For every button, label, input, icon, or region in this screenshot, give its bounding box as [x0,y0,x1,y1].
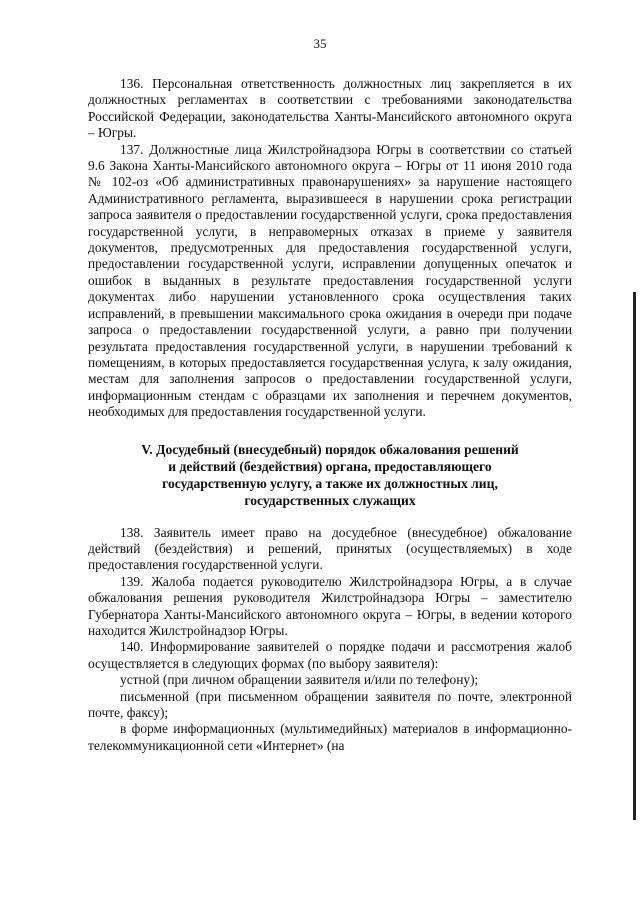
page-number: 35 [313,36,327,51]
section-heading-line: государственную услугу, а также их должностных лиц, [162,475,498,491]
scan-edge-mark [633,292,636,820]
section-heading-line: государственных служащих [244,492,416,508]
section-heading-line: V. Досудебный (внесудебный) порядок обжалования решений [141,441,519,457]
paragraph-138: 138. Заявитель имеет право на досудебное (внесудебное) обжалование действий (бездействия) и решений, принятых (осуществляемых) в ходе предоставления государственной услуги. [88,524,572,573]
paragraph-139: 139. Жалоба подается руководителю Жилстройнадзора Югры, а в случае обжалования решения руководителя Жилстройнадзора Югры – заместителю Губернатора Ханты-Мансийского автономного округа – Югры, в ведении которого находится Жилстройнадзор Югры. [88,573,572,638]
list-item-internet: в форме информационных (мультимедийных) материалов в информационно-телекоммуникационной сети «Интернет» (на [88,721,572,753]
list-item-oral: устной (при личном обращении заявителя и/или по телефону); [120,672,479,688]
paragraph-140: 140. Информирование заявителей о порядке подачи и рассмотрения жалоб осуществляется в следующих формах (по выбору заявителя): [88,639,572,671]
section-heading-line: и действий (бездействия) органа, предоставляющего [168,458,492,474]
paragraph-136: 136. Персональная ответственность должностных лиц закрепляется в их должностных регламентах в соответствии с требованиями законодательства Российской Федерации, законодательства Ханты-Мансийского автономного округа – Югры. [88,76,572,141]
paragraph-137: 137. Должностные лица Жилстройнадзора Югры в соответствии со статьей 9.6 Закона Ханты-Мансийского автономного округа – Югры от 11 июня 2010 года № 102-оз «Об административных правонарушениях» за нарушение настоящего Административного регламента, выразившееся в нарушении срока регистрации запроса заявителя о предоставлении государственной услуги, срока предоставления государственной услуги, в неправомерных отказах в приеме у заявителя документов, предусмотренных для предоставления государственной услуги, предоставлении государственной услуги, исправлении допущенных опечаток и ошибок в выданных в результате предоставления государственной услуги документах либо нарушении установленного срока осуществления таких исправлений, в превышении максимального срока ожидания в очереди при подаче запроса о предоставлении государственной услуги, а равно при получении результата предоставления государственной услуги, в нарушении требований к помещениям, в которых предоставляется государственная услуга, к залу ожидания, местам для заполнения запросов о предоставлении государственной услуги, информационным стендам с образцами их заполнения и перечнем документов, необходимых для предоставления государственной услуги. [88,141,572,420]
section-heading [88,441,572,509]
document-body [88,76,572,754]
list-item-written: письменной (при письменном обращении заявителя по почте, электронной почте, факсу); [88,688,572,720]
